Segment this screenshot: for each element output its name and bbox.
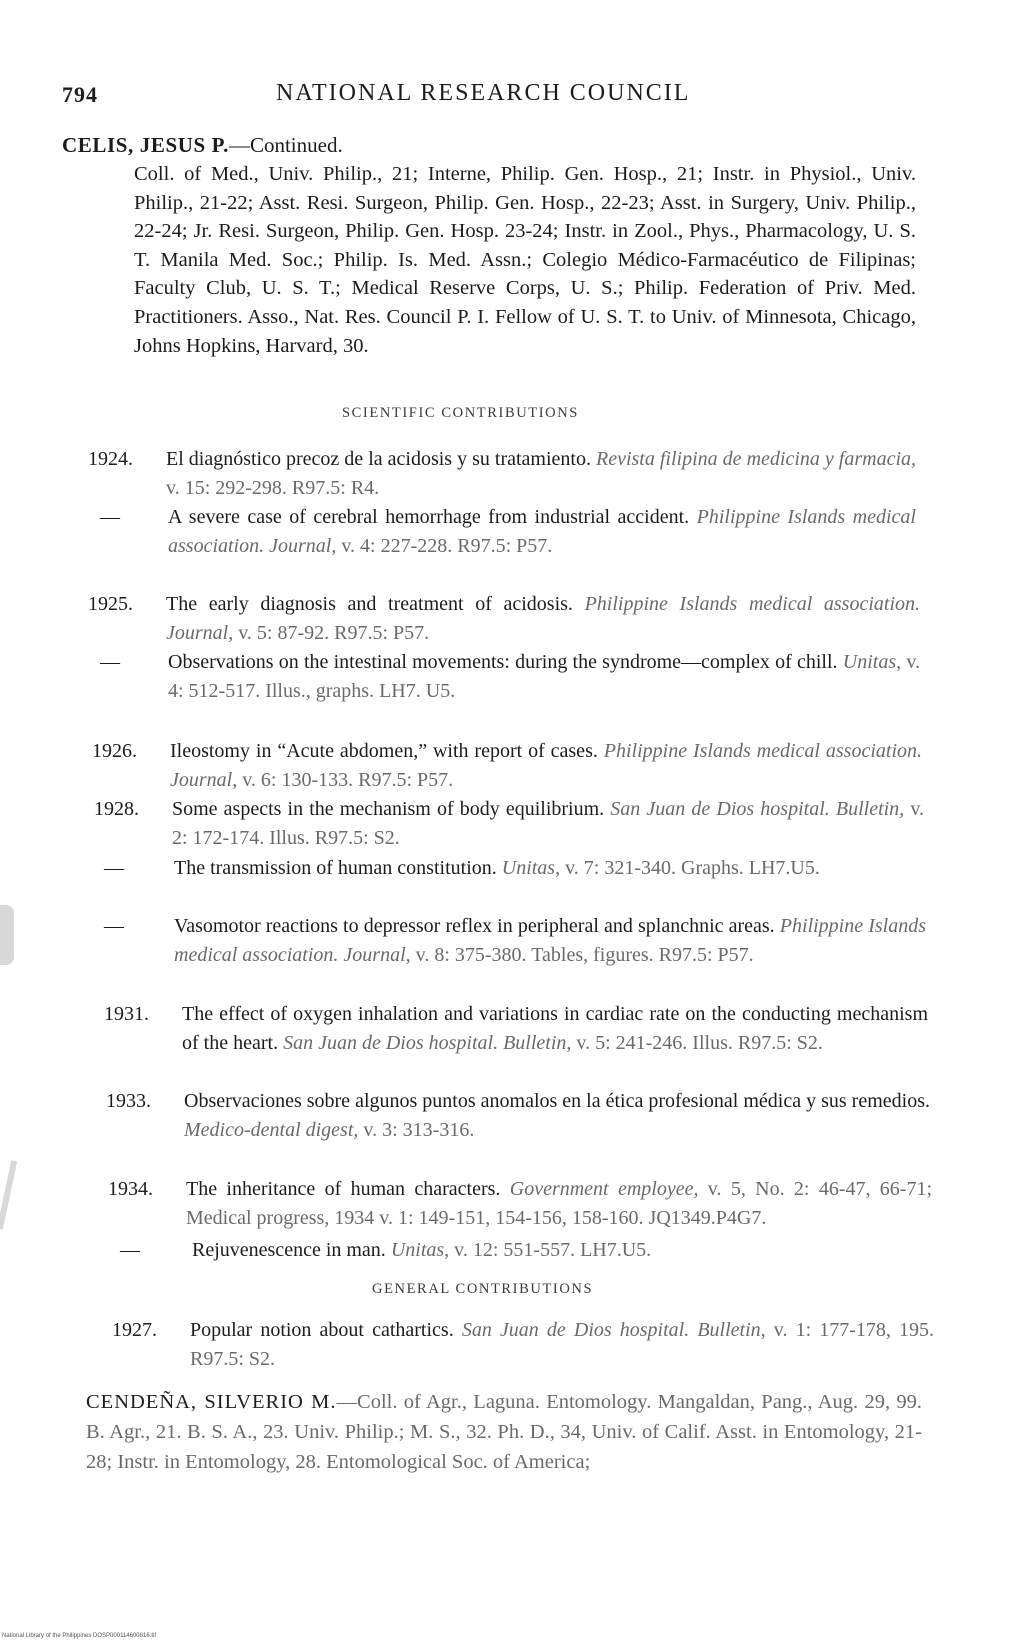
contribution-item [106, 1087, 930, 1145]
contribution-reference: v. 6: 130-133. R97.5: P57. [242, 769, 454, 791]
running-title: NATIONAL RESEARCH COUNCIL [276, 80, 691, 106]
contribution-title: A severe case of cerebral hemorrhage from industrial accident. [168, 506, 690, 528]
contribution-title: Observaciones sobre algunos puntos anomalos en la ética profesional médica y sus remedios. [184, 1090, 930, 1112]
contribution-reference: v. 8: 375-380. Tables, figures. R97.5: P57. [415, 944, 754, 966]
person-name: CENDEÑA, SILVERIO M. [86, 1391, 337, 1413]
contribution-item [88, 590, 920, 648]
contribution-year: 1931. [104, 1003, 149, 1025]
contribution-item [94, 795, 924, 853]
contribution-source: Unitas, [842, 651, 902, 673]
contribution-year: 1926. [92, 740, 137, 762]
section-heading-scientific: SCIENTIFIC CONTRIBUTIONS [342, 405, 579, 421]
contribution-source: Medico-dental digest, [184, 1119, 359, 1141]
contribution-title: Observations on the intestinal movements: during the syndrome—complex of chill. [168, 651, 838, 673]
contribution-reference: v. 1: 177-178, 195. R97.5: S2. [190, 1319, 935, 1370]
contribution-item [104, 912, 926, 970]
biography-text: Coll. of Med., Univ. Philip., 21; Interne, Philip. Gen. Hosp., 21; Instr. in Physiol., Univ. Philip., 21-22; Asst. Resi. Surgeon, Philip. Gen. Hosp., 22-23; Asst. in Surgery, Univ. Philip., 22-24; Jr. Resi. Surgeon, Philip. Gen. Hosp. 23-24; Instr. in Zool., Phys., Pharmacology, U. S. T. Manila Med. Soc.; Philip. Is. Med. Assn.; Colegio Médico-Farmacéutico de Filipinas; Faculty Club, U. S. T.; Medical Reserve Corps, U. S.; Philip. Federation of Priv. Med. Practitioners. Asso., Nat. Res. Council P. I. Fellow of U. S. T. to Univ. of Minnesota, Chicago, Johns Hopkins, Harvard, 30. [134, 163, 916, 357]
contribution-source: Government employee, [509, 1178, 699, 1200]
contribution-year: 1925. [88, 593, 133, 615]
contribution-reference: v. 7: 321-340. Graphs. LH7.U5. [565, 857, 820, 879]
contribution-source: San Juan de Dios hospital. Bulletin, [610, 798, 905, 820]
entry-celis [62, 130, 916, 360]
contribution-item [100, 503, 916, 561]
contribution-item [88, 445, 916, 503]
contribution-item [112, 1316, 934, 1374]
contribution-reference: v. 12: 551-557. LH7.U5. [454, 1239, 652, 1261]
contribution-reference: v. 5: 241-246. Illus. R97.5: S2. [576, 1032, 823, 1054]
entry-cendena [86, 1387, 922, 1477]
contribution-year: — [104, 915, 124, 937]
contribution-year: 1933. [106, 1090, 151, 1112]
contribution-source: San Juan de Dios hospital. Bulletin, [461, 1319, 766, 1341]
contribution-title: Some aspects in the mechanism of body equilibrium. [172, 798, 605, 820]
contribution-year: — [104, 857, 124, 879]
contribution-year: — [100, 506, 120, 528]
contribution-source: Philippine Islands medical association. Journal, [170, 740, 922, 791]
entry-heading [62, 130, 916, 160]
page-number: 794 [62, 82, 98, 107]
contribution-title: Ileostomy in “Acute abdomen,” with report of cases. [170, 740, 598, 762]
contribution-source: San Juan de Dios hospital. Bulletin, [283, 1032, 572, 1054]
contribution-source: Philippine Islands medical association. Journal, [168, 506, 916, 557]
contribution-reference: v. 5: 87-92. R97.5: P57. [238, 622, 430, 644]
contribution-reference: v. 2: 172-174. Illus. R97.5: S2. [172, 798, 925, 849]
contribution-reference: v. 4: 512-517. Illus., graphs. LH7. U5. [168, 651, 921, 702]
contribution-reference: v. 4: 227-228. R97.5: P57. [341, 535, 553, 557]
contribution-title: The early diagnosis and treatment of acidosis. [166, 593, 573, 615]
contribution-title: The transmission of human constitution. [174, 857, 497, 879]
contribution-reference: v. 15: 292-298. R97.5: R4. [166, 477, 380, 499]
contribution-item [108, 1175, 932, 1233]
contribution-title: Popular notion about cathartics. [190, 1319, 454, 1341]
scan-artifact [0, 905, 14, 965]
contribution-year: 1928. [94, 798, 139, 820]
contribution-item [104, 1000, 928, 1058]
contribution-reference: v. 5, No. 2: 46-47, 66-71; Medical progress, 1934 v. 1: 149-151, 154-156, 158-160. JQ1349.P4G7. [186, 1178, 933, 1229]
contribution-title: Rejuvenescence in man. [192, 1239, 386, 1261]
contribution-title: Vasomotor reactions to depressor reflex in peripheral and splanchnic areas. [174, 915, 775, 937]
contribution-title: The effect of oxygen inhalation and variations in cardiac rate on the conducting mechanism of the heart. [182, 1003, 928, 1054]
contribution-year: 1934. [108, 1178, 153, 1200]
contribution-item [120, 1236, 932, 1265]
contribution-source: Unitas, [501, 857, 561, 879]
contribution-title: El diagnóstico precoz de la acidosis y su tratamiento. [166, 448, 591, 470]
scan-artifact [0, 1160, 17, 1230]
contribution-source: Revista filipina de medicina y farmacia, [596, 448, 916, 470]
contribution-year: — [100, 651, 120, 673]
contribution-year: 1924. [88, 448, 133, 470]
contribution-title: The inheritance of human characters. [186, 1178, 501, 1200]
contribution-reference: v. 3: 313-316. [363, 1119, 475, 1141]
footer-credit: National Library of the Philippines DOSP000114600816.tif [2, 1633, 156, 1639]
contribution-year: — [120, 1239, 140, 1261]
section-heading-general: GENERAL CONTRIBUTIONS [372, 1281, 594, 1297]
person-name: CELIS, JESUS P. [62, 133, 229, 157]
contribution-year: 1927. [112, 1319, 157, 1341]
running-head [62, 80, 962, 114]
contribution-item [92, 737, 922, 795]
contribution-item [100, 648, 920, 706]
biography-text: —Coll. of Agr., Laguna. Entomology. Mangaldan, Pang., Aug. 29, 99. B. Agr., 21. B. S. A., 23. Univ. Philip.; M. S., 32. Ph. D., 34, Univ. of Calif. Asst. in Entomology, 21-28; Instr. in Entomology, 28. Entomological Soc. of America; [86, 1391, 922, 1473]
continued-label: —Continued. [228, 133, 343, 157]
contribution-source: Unitas, [390, 1239, 450, 1261]
contribution-item [104, 854, 924, 883]
contribution-source: Philippine Islands medical association. Journal, [166, 593, 921, 644]
contribution-source: Philippine Islands medical association. Journal, [174, 915, 927, 966]
